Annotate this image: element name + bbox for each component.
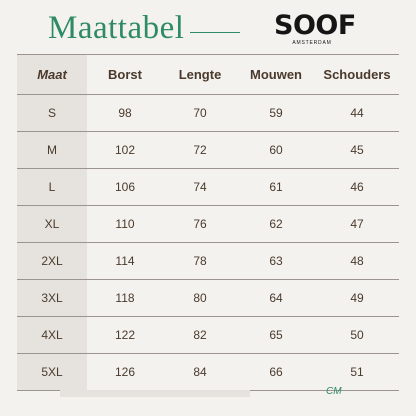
cell-schouders: 45 <box>350 143 364 157</box>
cell-size: 4XL <box>17 317 87 353</box>
cell-schouders: 49 <box>350 291 364 305</box>
table-row <box>17 280 399 317</box>
cell-borst: 122 <box>114 328 136 342</box>
cell-borst: 126 <box>114 365 136 379</box>
logo-wordmark: SOOF <box>274 10 356 41</box>
cell-size: XL <box>17 206 87 242</box>
title-divider <box>190 32 240 33</box>
cell-lengte: 84 <box>193 365 207 379</box>
cell-size: 3XL <box>17 280 87 316</box>
table-row <box>17 95 399 132</box>
cell-borst: 114 <box>115 254 135 268</box>
cell-mouwen: 61 <box>269 180 283 194</box>
cell-borst: 98 <box>118 106 132 120</box>
cell-lengte: 70 <box>193 106 207 120</box>
table-row <box>17 132 399 169</box>
table-row <box>17 243 399 280</box>
table-header-row <box>17 54 399 95</box>
size-table <box>17 54 399 391</box>
cell-size: 5XL <box>17 354 87 390</box>
cell-lengte: 74 <box>193 180 207 194</box>
cell-schouders: 46 <box>350 180 364 194</box>
cell-lengte: 80 <box>193 291 207 305</box>
cell-mouwen: 59 <box>269 106 283 120</box>
cell-schouders: 44 <box>350 106 364 120</box>
cell-size: L <box>17 169 87 205</box>
page-title: Maattabel <box>48 10 185 46</box>
cell-lengte: 76 <box>193 217 207 231</box>
cell-mouwen: 66 <box>269 365 283 379</box>
column-header-lengte: Lengte <box>178 67 222 82</box>
cell-size: 2XL <box>17 243 87 279</box>
column-header-schouders: Schouders <box>323 67 391 82</box>
table-row <box>17 206 399 243</box>
cell-mouwen: 64 <box>269 291 283 305</box>
unit-label: CM <box>326 386 342 397</box>
column-header-maat: Maat <box>17 55 87 94</box>
cell-size: M <box>17 132 87 168</box>
cell-mouwen: 65 <box>269 328 283 342</box>
cell-lengte: 78 <box>193 254 207 268</box>
cell-borst: 118 <box>115 291 135 305</box>
cell-borst: 102 <box>114 143 136 157</box>
cell-borst: 110 <box>115 217 135 231</box>
table-row <box>17 317 399 354</box>
cell-schouders: 51 <box>350 365 364 379</box>
footer-bar <box>60 390 250 397</box>
brand-logo <box>274 10 356 47</box>
cell-schouders: 48 <box>350 254 364 268</box>
cell-schouders: 50 <box>350 328 364 342</box>
cell-lengte: 72 <box>193 143 207 157</box>
table-row <box>17 169 399 206</box>
cell-borst: 106 <box>114 180 136 194</box>
cell-schouders: 47 <box>350 217 364 231</box>
cell-size: S <box>17 95 87 131</box>
column-header-borst: Borst <box>108 67 142 82</box>
cell-mouwen: 60 <box>269 143 283 157</box>
logo-subtext: AMSTERDAM <box>292 40 332 46</box>
cell-mouwen: 63 <box>269 254 283 268</box>
table-body <box>17 95 399 391</box>
cell-lengte: 82 <box>193 328 207 342</box>
cell-mouwen: 62 <box>269 217 283 231</box>
column-header-mouwen: Mouwen <box>250 67 302 82</box>
